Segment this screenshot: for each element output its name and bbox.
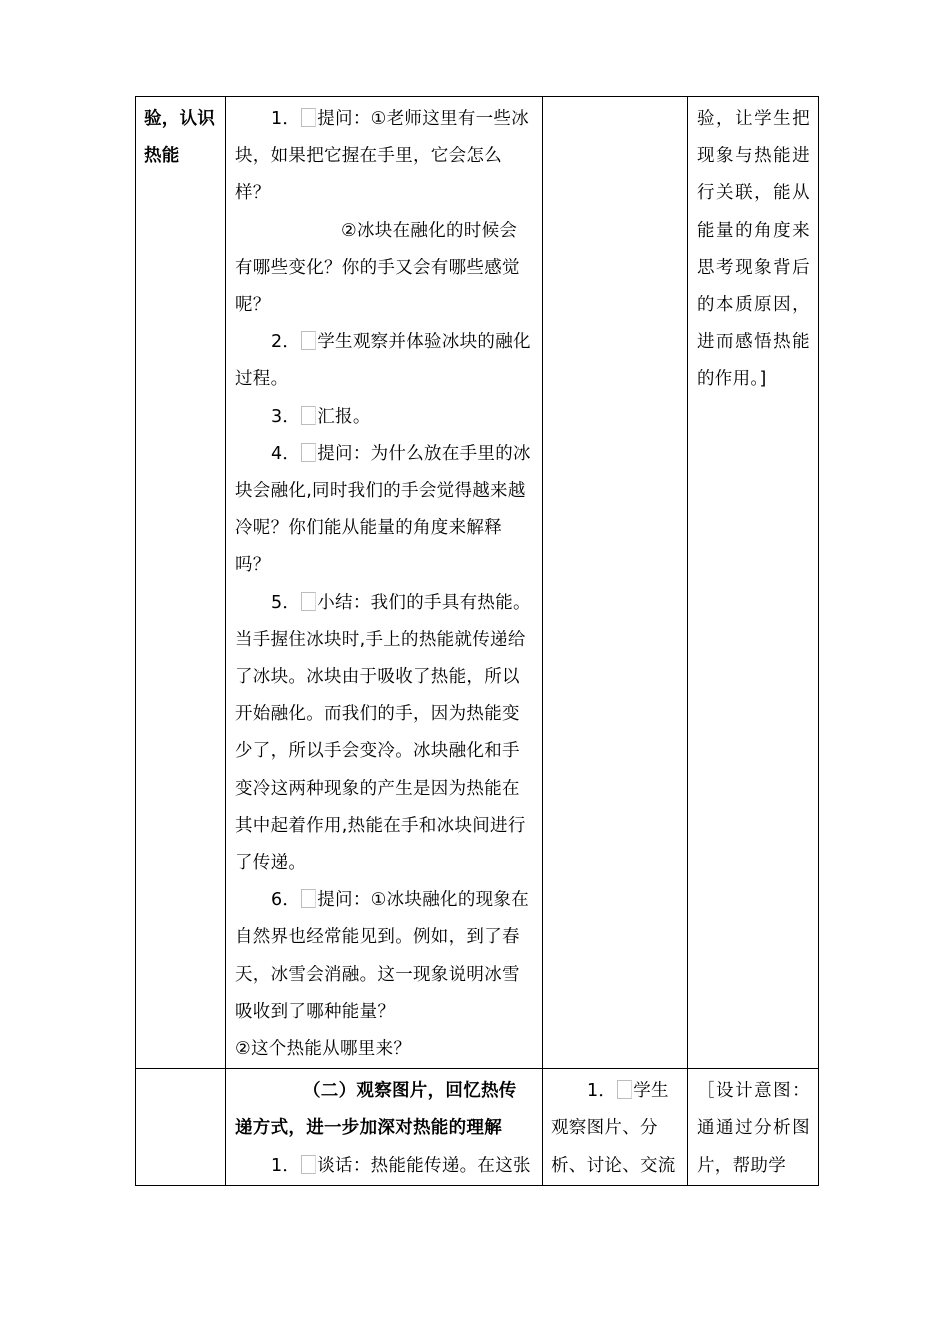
table-row <box>136 97 819 1069</box>
activity-item-1b: ②冰块在融化的时候会有哪些变化？你的手又会有哪些感觉呢？ <box>235 220 520 316</box>
activity-item-6b: ②这个热能从哪里来？ <box>235 1039 412 1060</box>
student-activity-cell <box>543 97 688 1069</box>
activity-item-6: 6． 提问：①冰块融化的现象在自然界也经常能见到。例如，到了春天，冰雪会消融。这一现象说明冰雪吸收到了哪种能量？ <box>235 890 530 1022</box>
activity-item-4: 4． 提问：为什么放在手里的冰块会融化,同时我们的手会觉得越来越冷呢？你们能从能量的角度来解释吗？ <box>235 443 531 576</box>
list-marker-icon <box>301 108 316 127</box>
teacher-activity-cell <box>226 97 543 1069</box>
student-item-1: 1． 学生观察图片、分析、讨论、交流 <box>551 1081 676 1176</box>
activity-item-5: 5． 小结：我们的手具有热能。当手握住冰块时,手上的热能就传递给了冰块。冰块由于吸收了热能，所以开始融化。而我们的手，因为热能变少了，所以手会变冷。冰块融化和手变冷这两种现象的产生是因为热能在其中起着作用,热能在手和冰块间进行了传递。 <box>235 592 531 874</box>
stage-cell <box>136 1069 226 1186</box>
table-row <box>136 1069 819 1186</box>
design-intent-text: ［设计意图：通通过分析图片，帮助学 <box>697 1081 810 1176</box>
list-marker-icon <box>301 443 316 462</box>
list-marker-icon <box>617 1080 632 1099</box>
list-marker-icon <box>301 331 316 350</box>
stage-title-line-1: 验，认识 <box>144 109 216 129</box>
design-intent-text: 验，让学生把现象与热能进行关联，能从能量的角度来思考现象背后的本质原因，进而感悟热能的作用。] <box>697 109 810 390</box>
design-intent-cell <box>688 97 819 1069</box>
activity-item-1: 1． 谈话：热能能传递。在这张 <box>271 1155 531 1176</box>
list-marker-icon <box>301 406 316 425</box>
student-activity-cell <box>543 1069 688 1186</box>
list-marker-icon <box>301 889 316 908</box>
design-intent-cell <box>688 1069 819 1186</box>
stage-cell <box>136 97 226 1069</box>
list-marker-icon <box>301 592 316 611</box>
section-heading: （二）观察图片，回忆热传递方式，进一步加深对热能的理解 <box>235 1081 517 1139</box>
stage-title-line-2: 热能 <box>144 146 180 167</box>
activity-item-1: 1． 提问：①老师这里有一些冰块，如果把它握在手里，它会怎么样？ <box>235 109 530 204</box>
list-marker-icon <box>301 1155 316 1174</box>
activity-item-3: 3． 汇报。 <box>271 406 371 427</box>
lesson-plan-table <box>135 96 819 1186</box>
activity-item-2: 2． 学生观察并体验冰块的融化过程。 <box>235 332 531 390</box>
teacher-activity-cell <box>226 1069 543 1186</box>
